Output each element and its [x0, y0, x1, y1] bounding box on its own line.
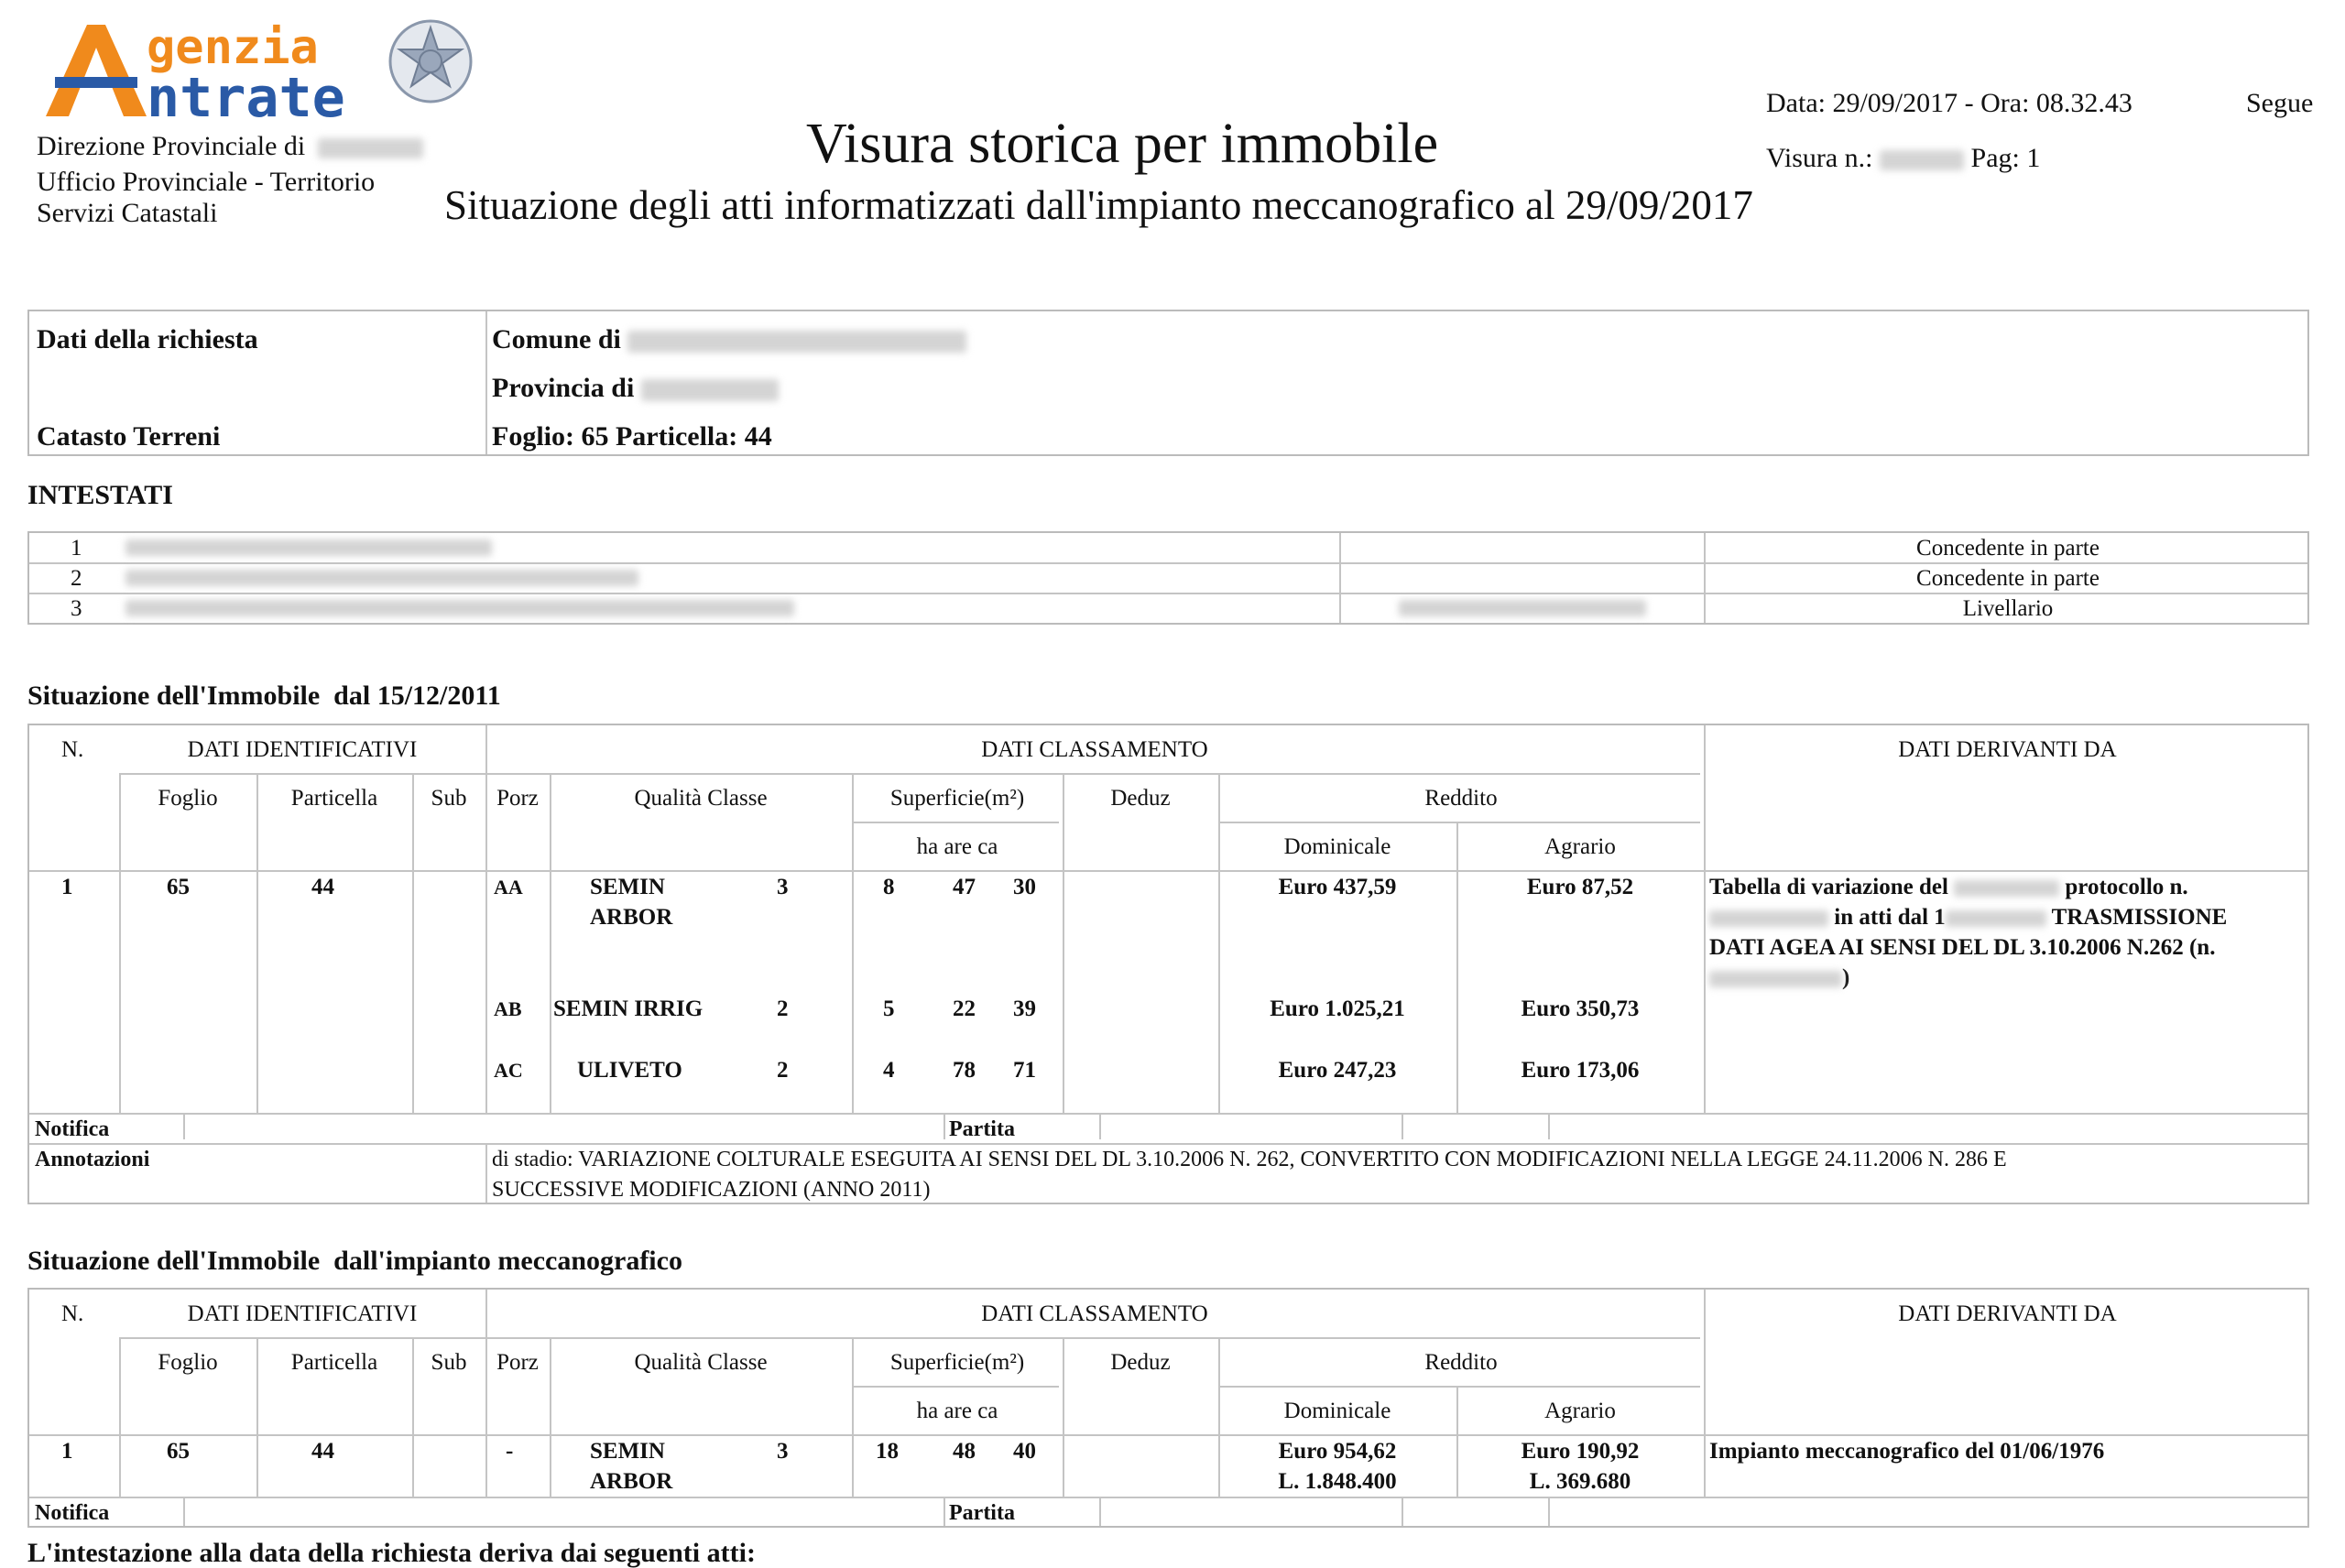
derivanti-line-3: DATI AGEA AI SENSI DEL DL 3.10.2006 N.262 (n. — [1709, 935, 2216, 960]
situazione-2-particella: 44 — [311, 1439, 334, 1464]
situazione-2-table — [27, 1288, 2309, 1528]
logo-a-icon — [37, 20, 156, 121]
header-sub: Sub — [431, 786, 467, 811]
situazione-2-foglio: 65 — [167, 1439, 190, 1464]
row-ab-ca: 39 — [1013, 996, 1036, 1021]
header-dati-classamento: DATI CLASSAMENTO — [981, 1301, 1208, 1326]
redacted-text — [318, 138, 423, 158]
republic-emblem-icon — [385, 11, 476, 112]
header-deduz: Deduz — [1110, 1350, 1171, 1375]
logo-text-agenzia: genzia — [147, 20, 319, 75]
row-ab-ha: 5 — [883, 996, 895, 1021]
header-agrario: Agrario — [1544, 1399, 1616, 1423]
header-foglio: Foglio — [158, 1350, 218, 1375]
row-aa-qualita-2: ARBOR — [590, 905, 673, 930]
header-particella: Particella — [290, 786, 378, 811]
annotazioni-line-1: di stadio: VARIAZIONE COLTURALE ESEGUITA AI SENSI DEL DL 3.10.2006 N. 262, CONVERTITO CON MODIFICAZIONI NELLA LEGGE 24.11.2006 N. 286 E — [492, 1148, 2007, 1171]
row-ac-are: 78 — [953, 1058, 976, 1083]
derivanti-line-1: Tabella di variazione del protocollo n. — [1709, 875, 2188, 899]
header-deduz: Deduz — [1110, 786, 1171, 811]
page-subtitle: Situazione degli atti informatizzati dall'impianto meccanografico al 29/09/2017 — [444, 182, 1753, 228]
situazione-2-agrario-lire: L. 369.680 — [1529, 1469, 1631, 1494]
row-aa-are: 47 — [953, 875, 976, 899]
situazione-2-ha: 18 — [876, 1439, 899, 1464]
office-line-1: Direzione Provinciale di — [37, 131, 423, 162]
row-ab-porz: AB — [494, 997, 522, 1020]
intestato-row-3-n: 3 — [71, 596, 82, 621]
footer-text: L'intestazione alla data della richiesta deriva dai seguenti atti: — [27, 1538, 756, 1568]
header-qualita-classe: Qualità Classe — [634, 1350, 768, 1375]
redacted-text — [1399, 600, 1646, 616]
redacted-text — [1946, 910, 2046, 927]
foglio-particella: Foglio: 65 Particella: 44 — [492, 421, 772, 452]
situazione-2-ca: 40 — [1013, 1439, 1036, 1464]
catasto-label: Catasto Terreni — [37, 421, 221, 452]
situazione-2-qualita-2: ARBOR — [590, 1469, 673, 1494]
header-dati-derivanti: DATI DERIVANTI DA — [1898, 737, 2117, 762]
situazione-2-are: 48 — [953, 1439, 976, 1464]
situazione-2-agrario: Euro 190,92 — [1521, 1439, 1640, 1464]
redacted-text — [125, 600, 794, 616]
header-dati-identificativi: DATI IDENTIFICATIVI — [187, 737, 418, 762]
header-reddito: Reddito — [1424, 1350, 1498, 1375]
row-ab-qualita: SEMIN IRRIG — [553, 996, 704, 1021]
annotazioni-line-2: SUCCESSIVE MODIFICAZIONI (ANNO 2011) — [492, 1178, 931, 1202]
request-label: Dati della richiesta — [37, 324, 258, 354]
header-reddito: Reddito — [1424, 786, 1498, 811]
row-ab-agrario: Euro 350,73 — [1521, 996, 1640, 1021]
row-ac-dominicale: Euro 247,23 — [1278, 1058, 1397, 1083]
situazione-2-dominicale-lire: L. 1.848.400 — [1278, 1469, 1397, 1494]
situazione-1-n: 1 — [61, 875, 73, 899]
header-dominicale: Dominicale — [1283, 834, 1391, 859]
derivanti-line-4: ) — [1709, 963, 1849, 993]
intestato-row-2-n: 2 — [71, 566, 82, 591]
row-ac-ca: 71 — [1013, 1058, 1036, 1083]
intestati-title: INTESTATI — [27, 480, 173, 510]
header-ha-are-ca: ha are ca — [916, 1399, 998, 1423]
header-dominicale: Dominicale — [1283, 1399, 1391, 1423]
header-sub: Sub — [431, 1350, 467, 1375]
row-ac-qualita: ULIVETO — [577, 1058, 682, 1083]
row-aa-agrario: Euro 87,52 — [1526, 875, 1634, 899]
intestati-table — [27, 531, 2309, 625]
logo-text-entrate: ntrate — [147, 66, 345, 130]
page-title: Visura storica per immobile — [806, 113, 1439, 175]
partita-label: Partita — [949, 1501, 1015, 1525]
redacted-text — [1880, 150, 1964, 170]
intestato-row-1-role: Concedente in parte — [1916, 536, 2100, 561]
header-dati-identificativi: DATI IDENTIFICATIVI — [187, 1301, 418, 1326]
segue-label: Segue — [2246, 88, 2314, 118]
row-aa-ha: 8 — [883, 875, 895, 899]
agency-logo — [37, 11, 485, 130]
provincia-field: Provincia di — [492, 373, 779, 403]
row-ab-dominicale: Euro 1.025,21 — [1270, 996, 1405, 1021]
date-time: Data: 29/09/2017 - Ora: 08.32.43 — [1766, 88, 2132, 118]
header-n: N. — [61, 1301, 84, 1326]
notifica-label: Notifica — [35, 1501, 110, 1525]
page-number: Pag: 1 — [1970, 143, 2041, 173]
situazione-1-table — [27, 724, 2309, 1204]
comune-field: Comune di — [492, 324, 966, 354]
situazione-2-porz: - — [506, 1439, 514, 1464]
header-qualita-classe: Qualità Classe — [634, 786, 768, 811]
header-particella: Particella — [290, 1350, 378, 1375]
visura-number: Visura n.: Pag: 1 — [1766, 143, 2041, 173]
redacted-text — [125, 570, 638, 586]
redacted-text — [1709, 910, 1828, 927]
row-aa-ca: 30 — [1013, 875, 1036, 899]
intestato-row-3-role: Livellario — [1962, 596, 2054, 621]
header-n: N. — [61, 737, 84, 762]
situazione-2-n: 1 — [61, 1439, 73, 1464]
row-ac-classe: 2 — [777, 1058, 789, 1083]
notifica-label: Notifica — [35, 1117, 110, 1141]
situazione-2-qualita: SEMIN — [590, 1439, 665, 1464]
header-dati-classamento: DATI CLASSAMENTO — [981, 737, 1208, 762]
redacted-text — [1954, 880, 2059, 897]
redacted-text — [1709, 971, 1842, 987]
row-ab-are: 22 — [953, 996, 976, 1021]
header-porz: Porz — [496, 1350, 539, 1375]
row-aa-classe: 3 — [777, 875, 789, 899]
situazione-2-dominicale: Euro 954,62 — [1278, 1439, 1397, 1464]
office-line-2: Ufficio Provinciale - Territorio — [37, 167, 376, 197]
header-superficie: Superficie(m²) — [889, 1350, 1025, 1375]
row-aa-qualita: SEMIN — [590, 875, 665, 899]
header-agrario: Agrario — [1544, 834, 1616, 859]
intestato-row-2-role: Concedente in parte — [1916, 566, 2100, 591]
annotazioni-label: Annotazioni — [35, 1148, 150, 1171]
situazione-1-foglio: 65 — [167, 875, 190, 899]
row-aa-porz: AA — [494, 876, 523, 898]
partita-label: Partita — [949, 1117, 1015, 1141]
header-dati-derivanti: DATI DERIVANTI DA — [1898, 1301, 2117, 1326]
row-ab-classe: 2 — [777, 996, 789, 1021]
row-ac-ha: 4 — [883, 1058, 895, 1083]
header-porz: Porz — [496, 786, 539, 811]
header-foglio: Foglio — [158, 786, 218, 811]
row-aa-dominicale: Euro 437,59 — [1278, 875, 1397, 899]
header-superficie: Superficie(m²) — [889, 786, 1025, 811]
derivanti-line-2: in atti dal 1 TRASMISSIONE — [1709, 902, 2227, 932]
row-ac-porz: AC — [494, 1059, 523, 1082]
situazione-2-title: Situazione dell'Immobile dall'impianto meccanografico — [27, 1246, 682, 1276]
redacted-text — [641, 379, 779, 401]
situazione-1-particella: 44 — [311, 875, 334, 899]
redacted-text — [627, 331, 966, 353]
header-ha-are-ca: ha are ca — [916, 834, 998, 859]
request-box — [27, 310, 2309, 456]
intestato-row-1-n: 1 — [71, 536, 82, 561]
situazione-2-classe: 3 — [777, 1439, 789, 1464]
row-ac-agrario: Euro 173,06 — [1521, 1058, 1640, 1083]
situazione-2-derivanti: Impianto meccanografico del 01/06/1976 — [1709, 1439, 2105, 1464]
redacted-text — [125, 539, 492, 556]
situazione-1-title: Situazione dell'Immobile dal 15/12/2011 — [27, 681, 501, 711]
office-line-3: Servizi Catastali — [37, 198, 218, 228]
